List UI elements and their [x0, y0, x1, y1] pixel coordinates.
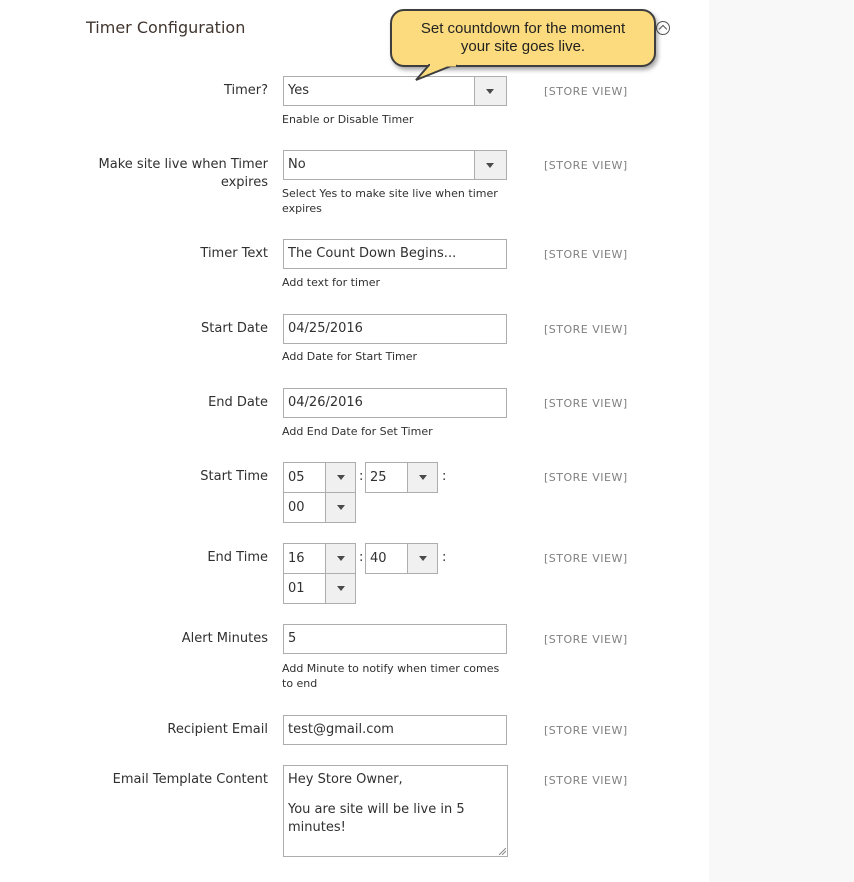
end-minute-value: 40: [370, 551, 387, 566]
alert-minutes-label: Alert Minutes: [181, 631, 268, 646]
chevron-down-icon[interactable]: [407, 544, 437, 573]
chevron-down-icon[interactable]: [407, 463, 437, 492]
timer-text-label: Timer Text: [200, 246, 268, 261]
end-hour-select[interactable]: [283, 543, 356, 574]
start-minute-value: 25: [370, 470, 387, 485]
alert-minutes-scope: [STORE VIEW]: [544, 633, 628, 646]
end-date-input[interactable]: 04/26/2016: [283, 388, 507, 418]
recipient-email-input[interactable]: test@gmail.com: [283, 715, 507, 745]
timer-text-scope: [STORE VIEW]: [544, 248, 628, 261]
alert-minutes-note: Add Minute to notify when timer comes to end: [282, 662, 500, 690]
make-live-note: Select Yes to make site live when timer expires: [282, 187, 498, 215]
end-second-select[interactable]: [283, 573, 356, 604]
make-live-select-value: No: [288, 157, 306, 172]
collapse-icon[interactable]: [656, 21, 670, 35]
right-side-panel: [709, 0, 854, 882]
recipient-email-label: Recipient Email: [167, 722, 268, 737]
start-date-scope: [STORE VIEW]: [544, 323, 628, 336]
alert-minutes-input[interactable]: 5: [283, 624, 507, 654]
start-hour-value: 05: [288, 470, 305, 485]
end-second-value: 01: [288, 581, 305, 596]
timer-label: Timer?: [223, 83, 268, 98]
make-live-label: Make site live when Timer expires: [98, 157, 268, 190]
email-template-label: Email Template Content: [112, 772, 268, 787]
end-time-scope: [STORE VIEW]: [544, 552, 628, 565]
chevron-down-icon[interactable]: [325, 544, 355, 573]
make-live-select[interactable]: [283, 150, 507, 180]
callout-tail: [408, 64, 468, 82]
chevron-down-icon[interactable]: [325, 463, 355, 492]
timer-note: Enable or Disable Timer: [282, 113, 414, 126]
email-template-line-2: You are site will be live in 5 minutes!: [288, 802, 465, 835]
email-template-line-1: Hey Store Owner,: [288, 772, 403, 787]
timer-text-note: Add text for timer: [282, 276, 380, 289]
email-template-textarea[interactable]: [283, 765, 508, 857]
start-time-label: Start Time: [200, 469, 268, 484]
timer-text-input[interactable]: The Count Down Begins...: [283, 239, 507, 269]
end-minute-select[interactable]: [365, 543, 438, 574]
end-date-label: End Date: [208, 395, 268, 410]
callout-tooltip: [390, 9, 656, 67]
start-minute-select[interactable]: [365, 462, 438, 493]
email-template-scope: [STORE VIEW]: [544, 774, 628, 787]
start-hour-select[interactable]: [283, 462, 356, 493]
start-time-scope: [STORE VIEW]: [544, 471, 628, 484]
timer-select-value: Yes: [288, 83, 309, 98]
start-date-input[interactable]: 04/25/2016: [283, 314, 507, 344]
make-live-scope: [STORE VIEW]: [544, 159, 628, 172]
chevron-down-icon[interactable]: [474, 77, 506, 105]
callout-line-1: Set countdown for the moment: [420, 20, 626, 37]
chevron-down-icon[interactable]: [474, 151, 506, 179]
chevron-down-icon[interactable]: [325, 574, 355, 603]
start-date-note: Add Date for Start Timer: [282, 350, 418, 363]
end-date-note: Add End Date for Set Timer: [282, 425, 433, 438]
timer-select[interactable]: [283, 76, 507, 106]
start-date-label: Start Date: [201, 321, 268, 336]
start-second-select[interactable]: [283, 492, 356, 523]
chevron-down-icon[interactable]: [325, 493, 355, 522]
callout-line-2: your site goes live.: [460, 38, 586, 55]
resize-grip-icon[interactable]: [499, 848, 506, 855]
end-time-label: End Time: [207, 550, 268, 565]
start-second-value: 00: [288, 500, 305, 515]
time-separator: :: [442, 469, 447, 484]
timer-scope: [STORE VIEW]: [544, 85, 628, 98]
end-date-scope: [STORE VIEW]: [544, 397, 628, 410]
time-separator: :: [359, 469, 364, 484]
section-title: Timer Configuration: [86, 18, 246, 37]
time-separator: :: [359, 550, 364, 565]
end-hour-value: 16: [288, 551, 305, 566]
time-separator: :: [442, 550, 447, 565]
recipient-email-scope: [STORE VIEW]: [544, 724, 628, 737]
